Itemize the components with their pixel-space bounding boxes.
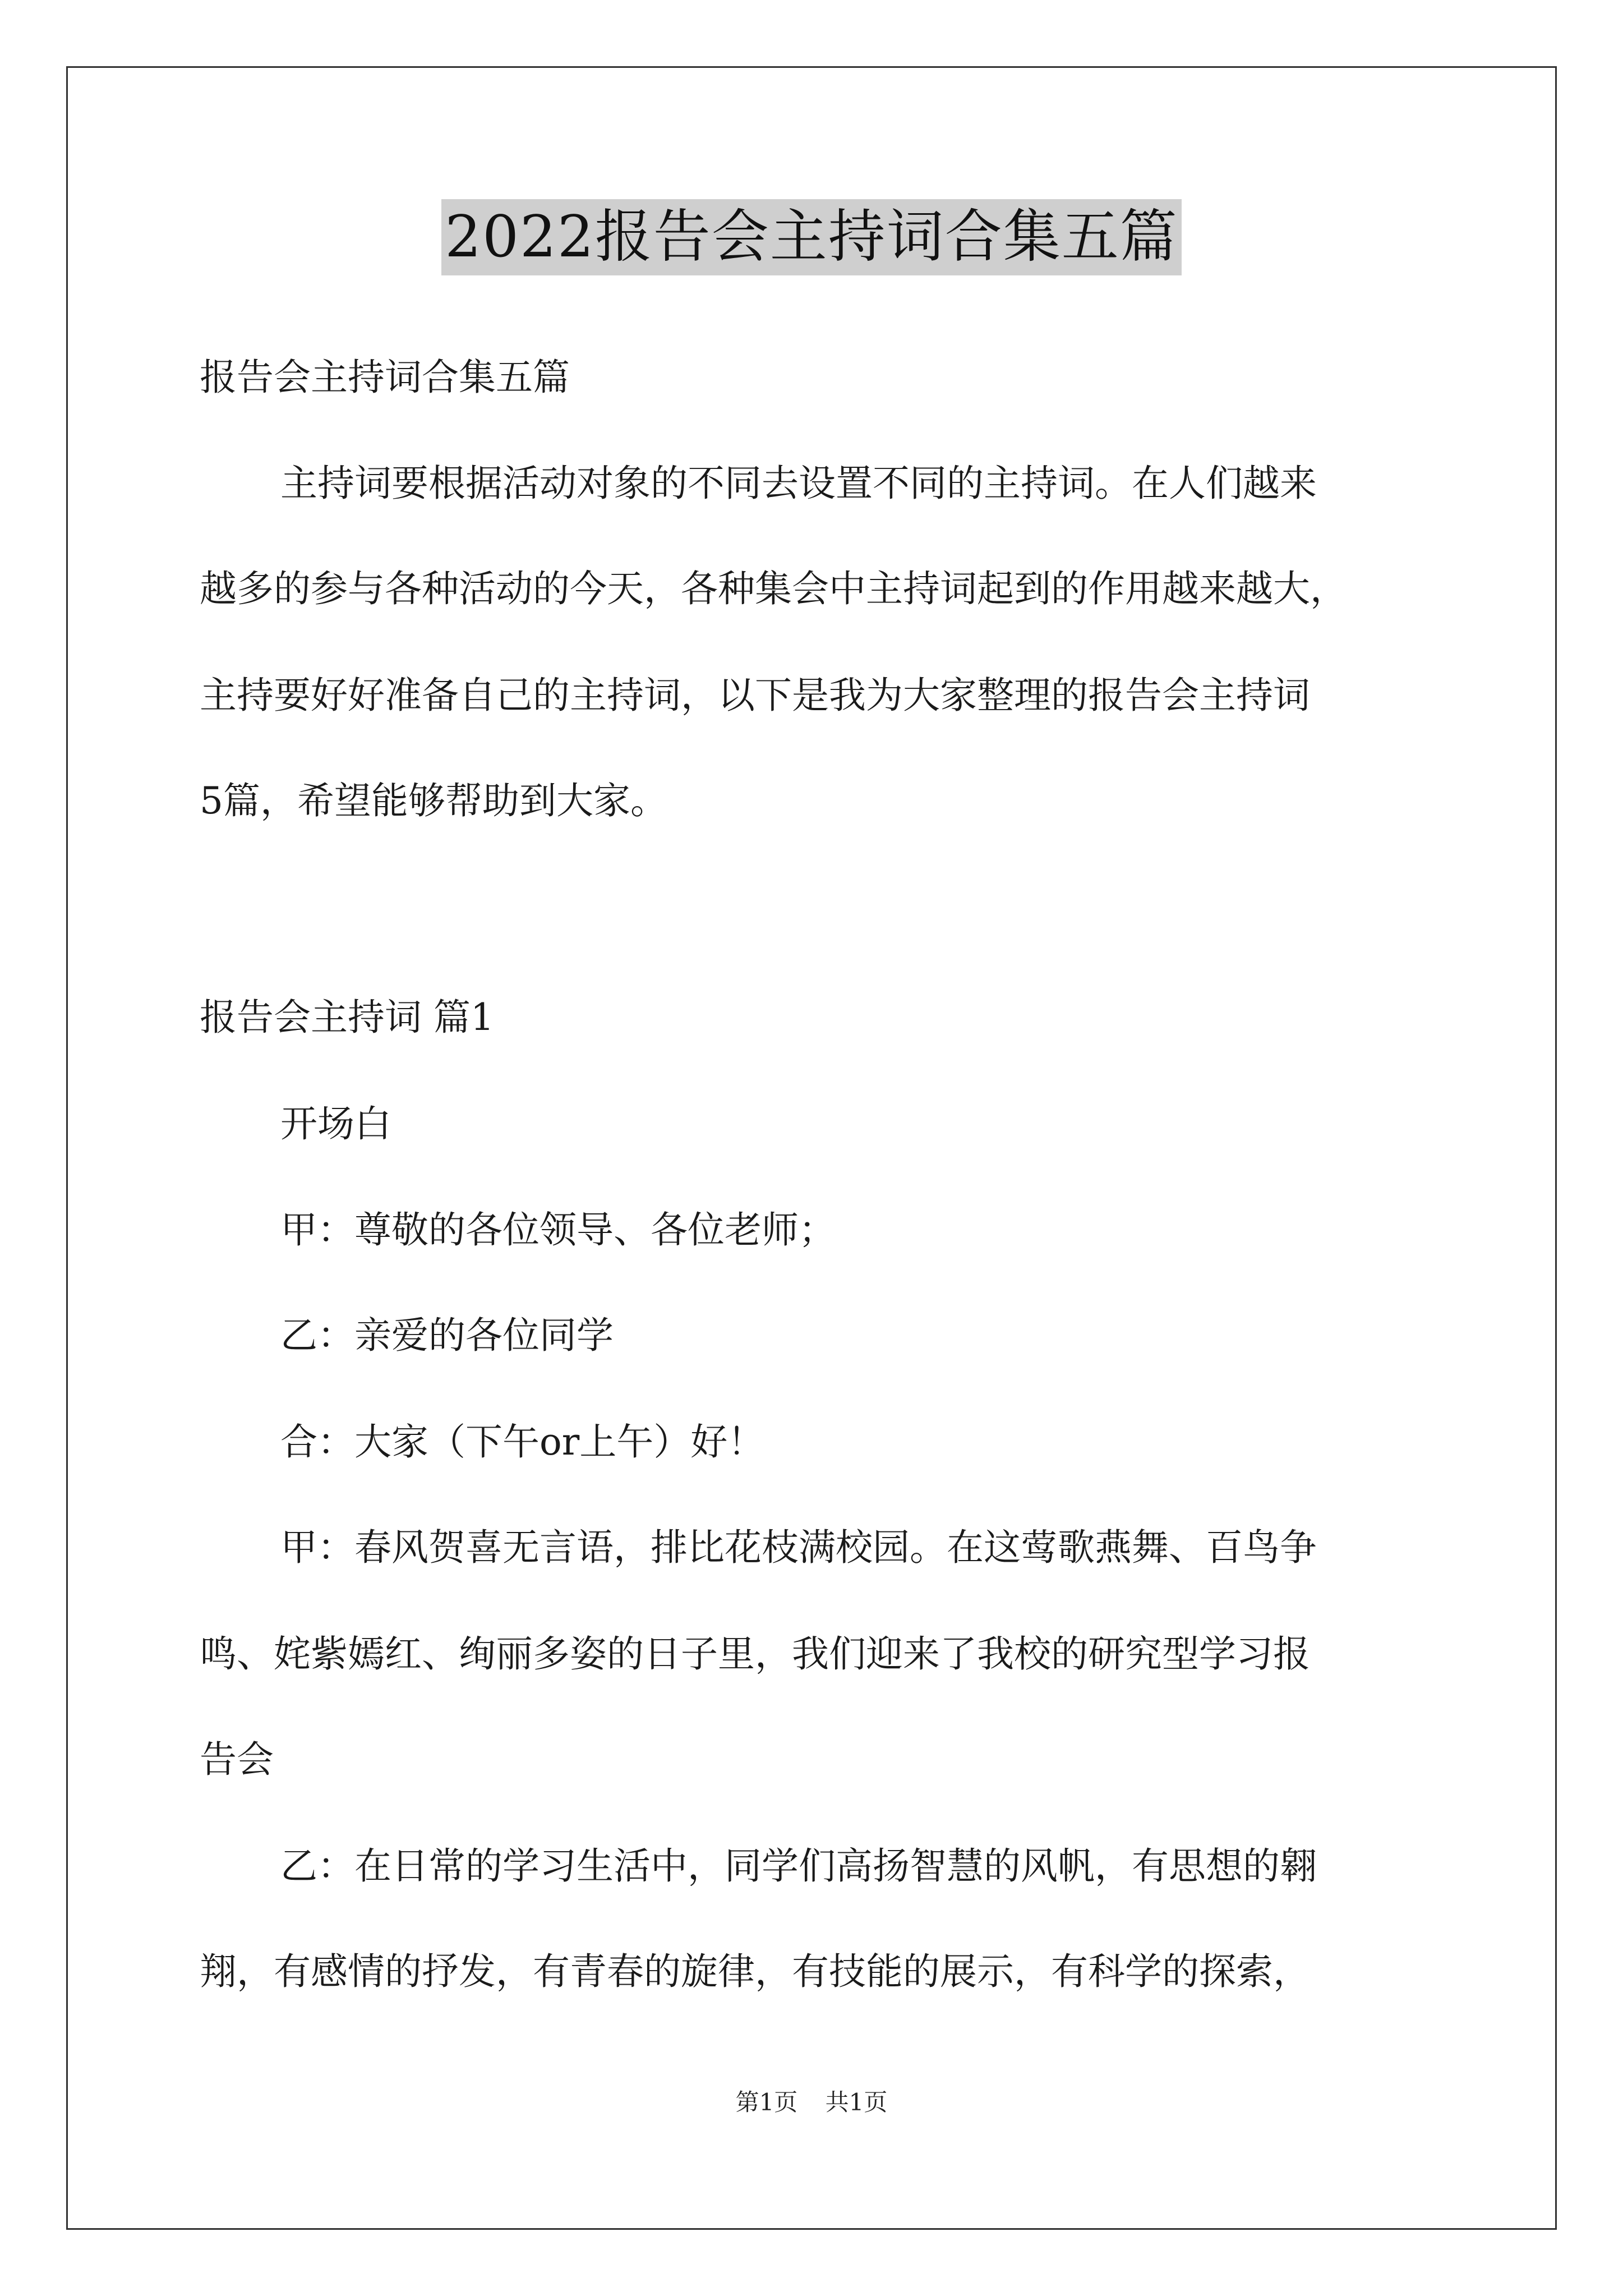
intro-line-4: 5篇，希望能够帮助到大家。 — [200, 779, 667, 822]
document-title: 2022报告会主持词合集五篇 — [441, 199, 1182, 275]
page-number-current: 第1页 — [735, 2088, 798, 2116]
document-subtitle: 报告会主持词合集五篇 — [200, 356, 570, 399]
intro-line-1: 主持词要根据活动对象的不同去设置不同的主持词。在人们越来 — [280, 462, 1317, 505]
body-line-7: 乙：在日常的学习生活中，同学们高扬智慧的风帆，有思想的翱 — [280, 1844, 1317, 1888]
body-line-3: 合：大家（下午or上午）好！ — [280, 1420, 765, 1464]
opening-label: 开场白 — [280, 1102, 391, 1145]
intro-line-3: 主持要好好准备自己的主持词，以下是我为大家整理的报告会主持词 — [200, 674, 1310, 717]
body-line-5: 鸣、姹紫嫣红、绚丽多姿的日子里，我们迎来了我校的研究型学习报 — [200, 1632, 1310, 1676]
page-number-total: 共1页 — [825, 2088, 888, 2116]
body-line-6: 告会 — [200, 1738, 274, 1781]
page-footer — [0, 2087, 1623, 2118]
body-line-4: 甲：春风贺喜无言语，排比花枝满校园。在这莺歌燕舞、百鸟争 — [280, 1526, 1317, 1569]
title-container — [0, 199, 1623, 275]
intro-line-2: 越多的参与各种活动的今天，各种集会中主持词起到的作用越来越大， — [200, 567, 1347, 610]
body-line-1: 甲：尊敬的各位领导、各位老师； — [280, 1208, 836, 1251]
body-line-8: 翔，有感情的抒发，有青春的旋律，有技能的展示，有科学的探索， — [200, 1950, 1310, 1993]
section-heading: 报告会主持词 篇1 — [200, 996, 494, 1039]
body-line-2: 乙：亲爱的各位同学 — [280, 1314, 614, 1357]
